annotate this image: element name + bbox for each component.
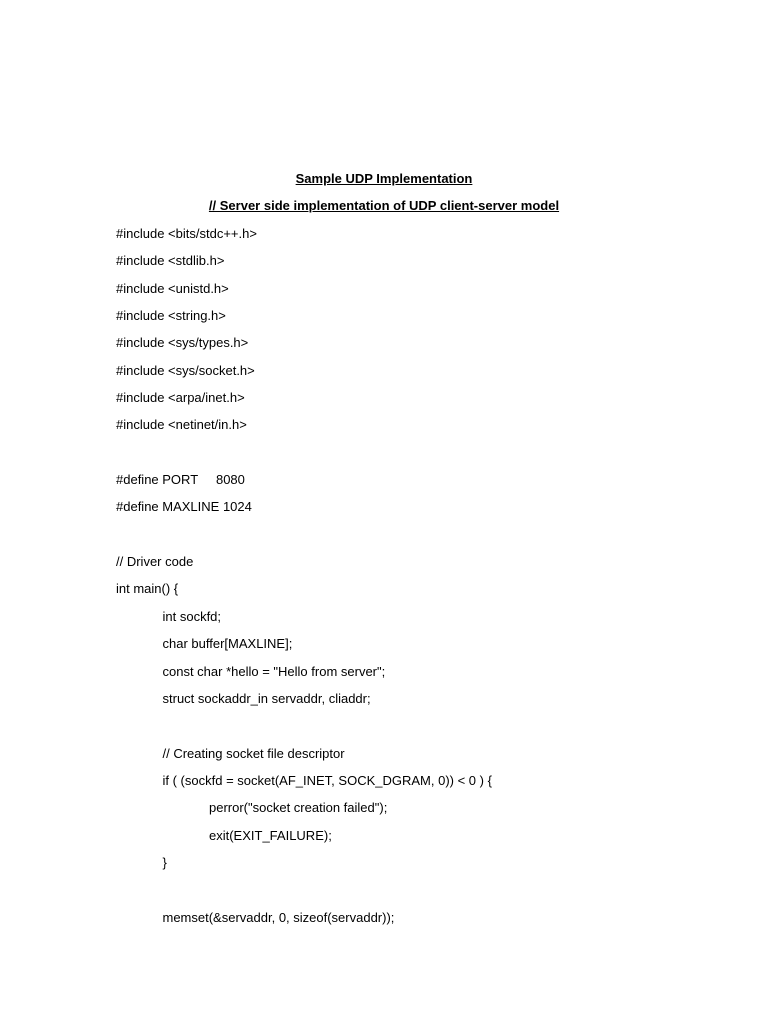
code-line: // Creating socket file descriptor	[162, 745, 345, 761]
code-line: #include <stdlib.h>	[116, 253, 225, 269]
blank-line	[116, 445, 492, 472]
code-line: int main() {	[116, 581, 179, 597]
code-line: #include <bits/stdc++.h>	[116, 226, 257, 241]
code-line: char buffer[MAXLINE];	[162, 636, 293, 652]
code-line: memset(&servaddr, 0, sizeof(servaddr));	[162, 909, 395, 925]
blank-line	[116, 718, 492, 745]
code-line: struct sockaddr_in servaddr, cliaddr;	[162, 690, 371, 706]
code-line: #include <string.h>	[116, 308, 226, 324]
code-line: #include <sys/socket.h>	[116, 362, 255, 378]
document-subtitle: // Server side implementation of UDP client-server model	[208, 198, 560, 213]
blank-line	[116, 882, 492, 909]
document-title: Sample UDP Implementation	[295, 171, 473, 186]
code-line: #define PORT 8080	[116, 472, 245, 488]
code-line: #include <unistd.h>	[116, 280, 229, 296]
code-line: }	[162, 854, 167, 870]
code-line: // Driver code	[116, 554, 194, 570]
code-line: exit(EXIT_FAILURE);	[209, 827, 332, 843]
code-line: #include <netinet/in.h>	[116, 417, 247, 433]
blank-line	[116, 527, 492, 554]
code-line: perror("socket creation failed");	[209, 800, 388, 816]
code-line: if ( (sockfd = socket(AF_INET, SOCK_DGRAM, 0)) < 0 ) {	[162, 772, 492, 788]
code-line: const char *hello = "Hello from server";	[162, 663, 386, 679]
code-line: #define MAXLINE 1024	[116, 499, 252, 515]
code-listing	[116, 226, 492, 937]
code-line: #include <arpa/inet.h>	[116, 390, 245, 406]
code-line: int sockfd;	[162, 608, 222, 624]
code-line: #include <sys/types.h>	[116, 335, 249, 351]
